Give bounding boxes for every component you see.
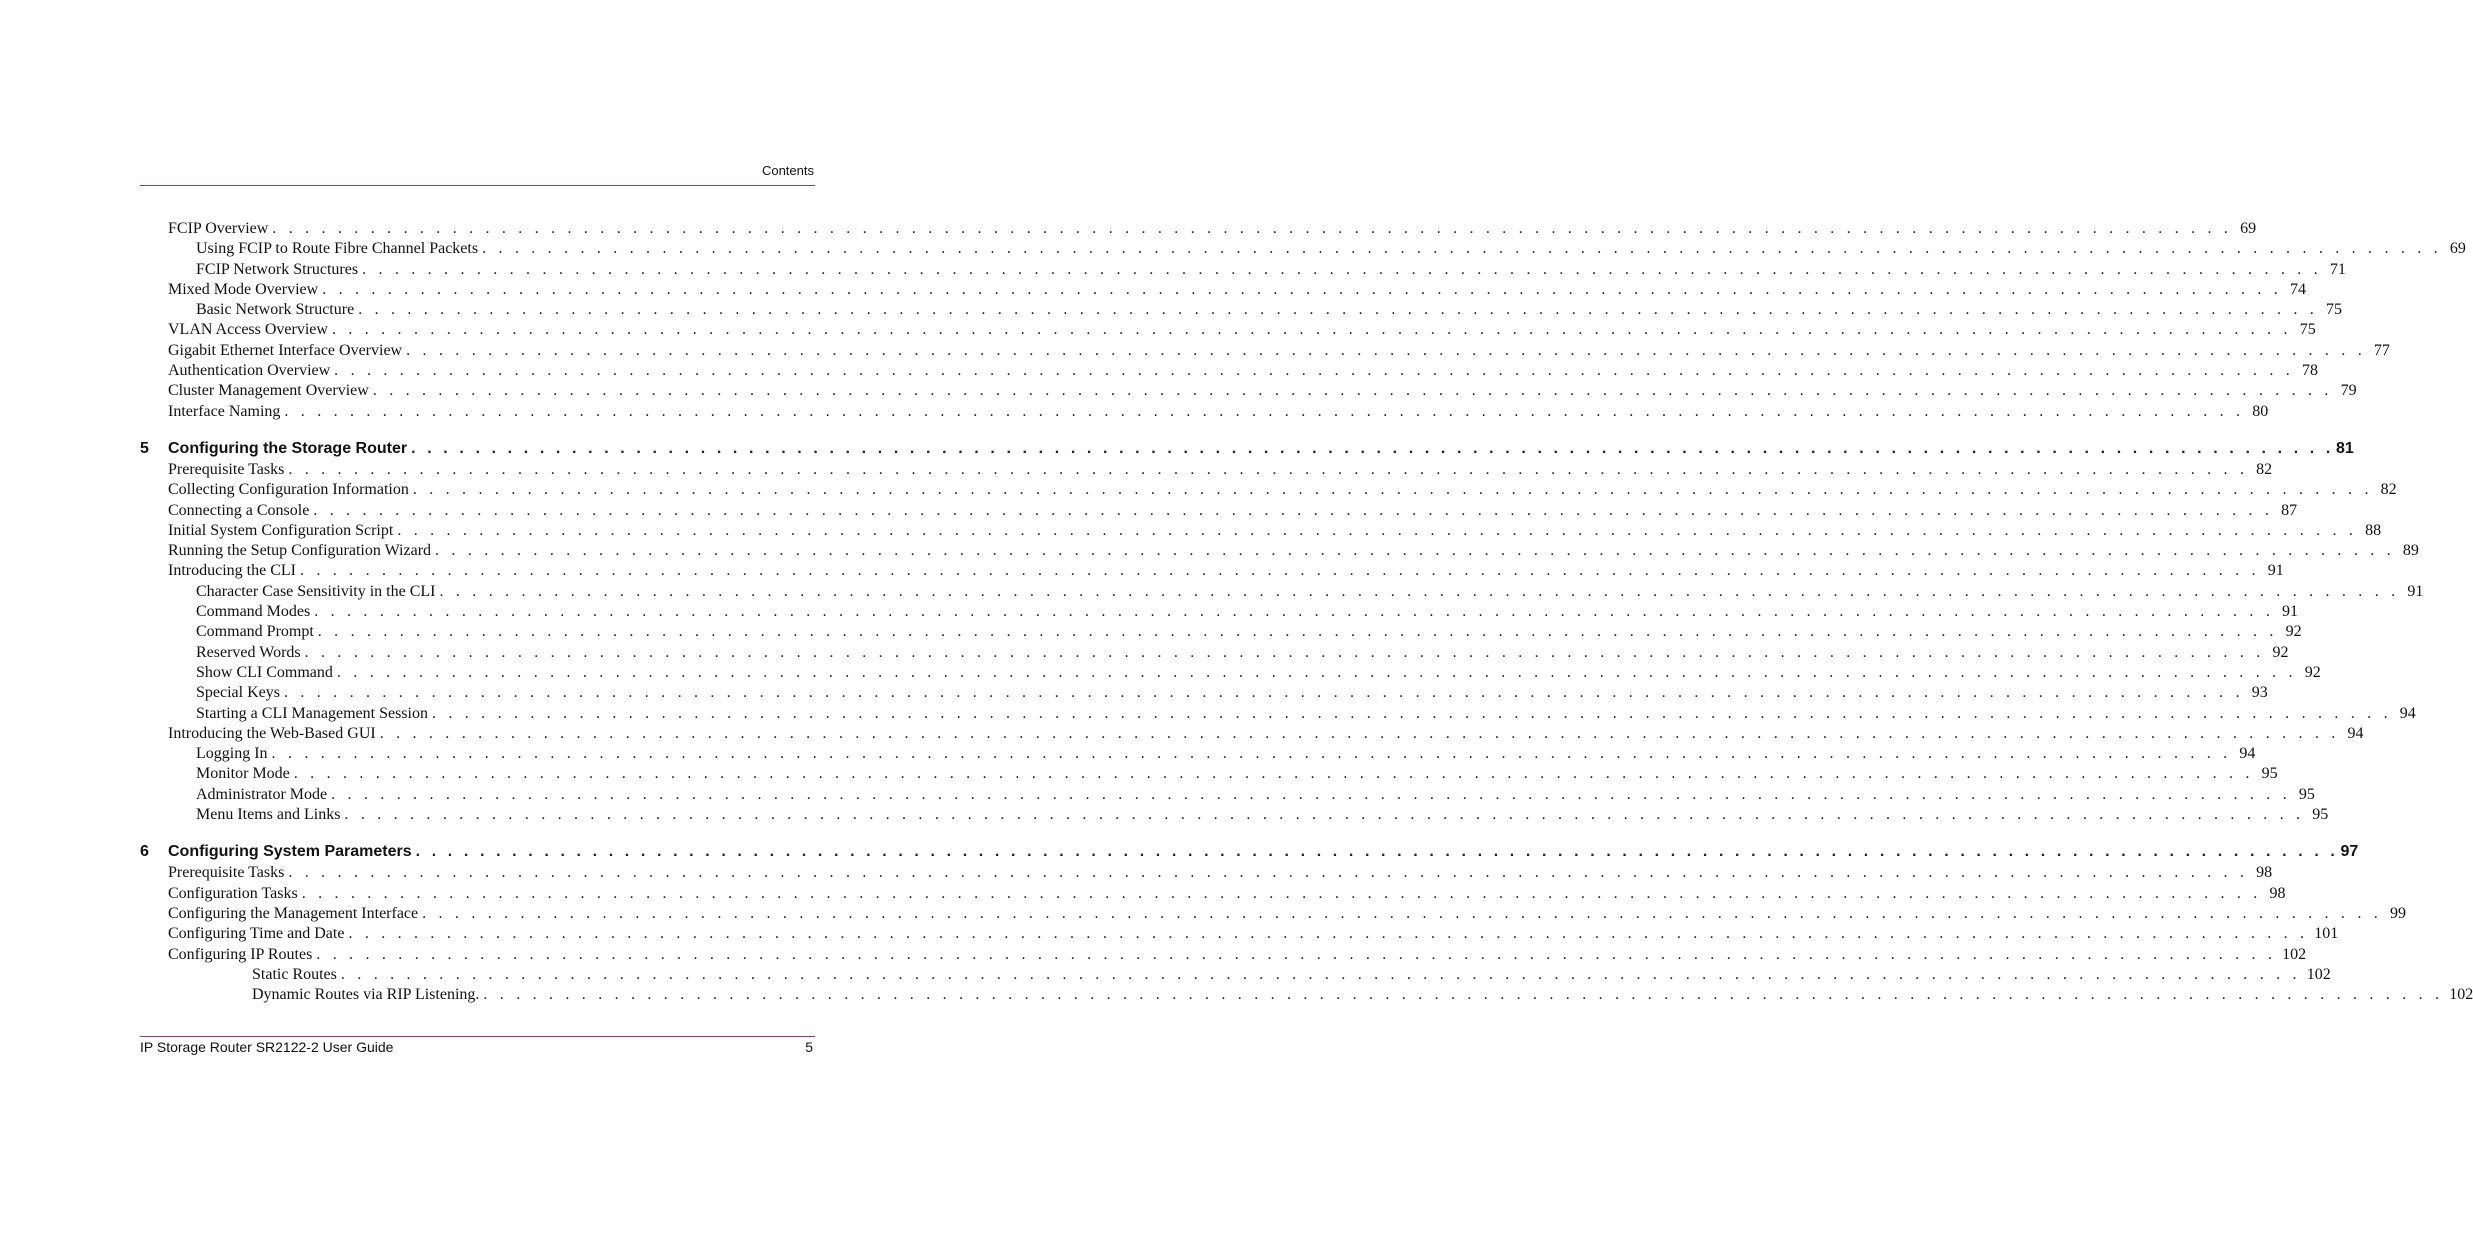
- toc-entry[interactable]: [140, 945, 2307, 965]
- toc-entry-title: FCIP Network Structures: [196, 260, 359, 278]
- dot-leader: . . . . . . . . . . . . . . . . . . . . . . . . . . . . . . . . . . . . . . . . . . . . . . . . . . . . . . . . . . . . . . . . . . . . . . . . . . . . . . . . . . . . . . . . . . . . . . . . . . . . . . . . . . . . . . . . . . . . . . . .: [358, 301, 2318, 319]
- toc-entry-title: Show CLI Command: [196, 663, 333, 681]
- footer-page-number: 5: [805, 1039, 813, 1055]
- toc-entry[interactable]: [140, 622, 2302, 642]
- toc-entry-title: Collecting Configuration Information: [168, 481, 409, 499]
- dot-leader: . . . . . . . . . . . . . . . . . . . . . . . . . . . . . . . . . . . . . . . . . . . . . . . . . . . . . . . . . . . . . . . . . . . . . . . . . . . . . . . . . . . . . . . . . . . . . . . . . . . . . . . . . . . . . . . . . . . . . . . .: [271, 745, 2232, 763]
- toc-entry-title: Configuring System Parameters: [168, 843, 412, 861]
- toc-entry-title: Dynamic Routes via RIP Listening.: [252, 986, 480, 1004]
- toc-page-number: 88: [2365, 521, 2382, 539]
- dot-leader: . . . . . . . . . . . . . . . . . . . . . . . . . . . . . . . . . . . . . . . . . . . . . . . . . . . . . . . . . . . . . . . . . . . . . . . . . . . . . . . . . . . . . . . . . . . . . . . . . . . . . . . . . . . . . . . . . . . . . . . .: [301, 884, 2262, 902]
- toc-entry[interactable]: [140, 904, 2406, 924]
- dot-leader: . . . . . . . . . . . . . . . . . . . . . . . . . . . . . . . . . . . . . . . . . . . . . . . . . . . . . . . . . . . . . . . . . . . . . . . . . . . . . . . . . . . . . . . . . . . . . . . . . . . . . . . . . . . . . . . . . . . . . . . .: [336, 663, 2297, 681]
- toc-entry-title: Configuring Time and Date: [168, 925, 345, 943]
- dot-leader: . . . . . . . . . . . . . . . . . . . . . . . . . . . . . . . . . . . . . . . . . . . . . . . . . . . . . . . . . . . . . . . . . . . . . . . . . . . . . . . . . . . . . . . . . . . . . . . . . . . . . . . . . . . . . . . . . . . . . . . .: [288, 460, 2249, 478]
- running-header: Contents: [761, 163, 814, 178]
- toc-page-number: 74: [2290, 280, 2306, 298]
- toc-entry-title: Interface Naming: [168, 402, 281, 420]
- toc-entry-title: Connecting a Console: [168, 501, 310, 519]
- toc-page-number: 92: [2272, 643, 2289, 661]
- toc-entry-title: VLAN Access Overview: [168, 321, 328, 339]
- dot-leader: . . . . . . . . . . . . . . . . . . . . . . . . . . . . . . . . . . . . . . . . . . . . . . . . . . . . . . . . . . . . . . . . . . . . . . . . . . . . . . . . . . . . . . . . . . . . . . . . . . . . . . . . . . . . . . . . . . . . . . . .: [272, 220, 2233, 237]
- toc-entry-title: Configuring the Management Interface: [168, 904, 419, 922]
- toc-entry-title: Basic Network Structure: [196, 301, 355, 319]
- chapter-number: 5: [140, 439, 149, 457]
- toc-page-number: 94: [2399, 704, 2416, 722]
- toc-entry[interactable]: [140, 460, 2273, 480]
- toc-entry[interactable]: [140, 320, 2316, 340]
- toc-entry-title: Mixed Mode Overview: [168, 280, 319, 298]
- toc-page-number: 81: [2335, 439, 2354, 457]
- dot-leader: . . . . . . . . . . . . . . . . . . . . . . . . . . . . . . . . . . . . . . . . . . . . . . . . . . . . . . . . . . . . . . . . . . . . . . . . . . . . . . . . . . . . . . . . . . . . . . . . . . . . . . . . . . . . . . . . . . . . . . . .: [284, 402, 2245, 420]
- toc-page-number: 95: [2312, 806, 2329, 824]
- toc-entry[interactable]: [140, 805, 2329, 825]
- toc-page-number: 82: [2380, 481, 2397, 499]
- dot-leader: . . . . . . . . . . . . . . . . . . . . . . . . . . . . . . . . . . . . . . . . . . . . . . . . . . . . . . . . . . . . . . . . . . . . . . . . . . . . . . . . . . . . . . . . . . . . . . . . . . . . . . . . . . . . . . . . . . . . . . . .: [313, 501, 2274, 519]
- toc-entry[interactable]: [140, 561, 2284, 581]
- toc-entry[interactable]: [140, 260, 2346, 280]
- toc-entry[interactable]: [140, 683, 2268, 703]
- toc-page-number: 92: [2285, 623, 2302, 641]
- toc-entry[interactable]: [140, 744, 2256, 764]
- toc-entry[interactable]: [140, 785, 2315, 805]
- toc-page-number: 93: [2251, 684, 2268, 702]
- toc-entry-title: Logging In: [196, 745, 268, 763]
- dot-leader: . . . . . . . . . . . . . . . . . . . . . . . . . . . . . . . . . . . . . . . . . . . . . . . . . . . . . . . . . . . . . . . . . . . . . . . . . . . . . . . . . . . . . . . . . . . . . . . . . . . . . . . . . . . . . . . . . . . . . . . .: [411, 439, 2334, 457]
- dot-leader: . . . . . . . . . . . . . . . . . . . . . . . . . . . . . . . . . . . . . . . . . . . . . . . . . . . . . . . . . . . . . . . . . . . . . . . . . . . . . . . . . . . . . . . . . . . . . . . . . . . . . . . . . . . . . . . . . . . . . . . .: [317, 623, 2278, 641]
- dot-leader: . . . . . . . . . . . . . . . . . . . . . . . . . . . . . . . . . . . . . . . . . . . . . . . . . . . . . . . . . . . . . . . . . . . . . . . . . . . . . . . . . . . . . . . . . . . . . . . . . . . . . . . . . . . . . . . . . . . . . . . .: [316, 945, 2277, 963]
- toc-page-number: 77: [2373, 341, 2390, 359]
- dot-leader: . . . . . . . . . . . . . . . . . . . . . . . . . . . . . . . . . . . . . . . . . . . . . . . . . . . . . . . . . . . . . . . . . . . . . . . . . . . . . . . . . . . . . . . . . . . . . . . . . . . . . . . . . . . . . . . . . . . . . . . .: [293, 765, 2254, 783]
- toc-entry[interactable]: [140, 239, 2466, 259]
- toc-chapter-entry[interactable]: [140, 438, 2354, 460]
- toc-entry-title: Cluster Management Overview: [168, 382, 369, 400]
- dot-leader: . . . . . . . . . . . . . . . . . . . . . . . . . . . . . . . . . . . . . . . . . . . . . . . . . . . . . . . . . . . . . . . . . . . . . . . . . . . . . . . . . . . . . . . . . . . . . . . . . . . . . . . . . . . . . . . . . . . . . . . .: [379, 724, 2340, 742]
- toc-entry-title: Introducing the Web-Based GUI: [168, 724, 376, 742]
- toc-page-number: 69: [2240, 220, 2257, 237]
- dot-leader: . . . . . . . . . . . . . . . . . . . . . . . . . . . . . . . . . . . . . . . . . . . . . . . . . . . . . . . . . . . . . . . . . . . . . . . . . . . . . . . . . . . . . . . . . . . . . . . . . . . . . . . . . . . . . . . . . . . . . . . .: [431, 704, 2392, 722]
- toc-entry-title: Character Case Sensitivity in the CLI: [196, 582, 436, 600]
- dot-leader: . . . . . . . . . . . . . . . . . . . . . . . . . . . . . . . . . . . . . . . . . . . . . . . . . . . . . . . . . . . . . . . . . . . . . . . . . . . . . . . . . . . . . . . . . . . . . . . . . . . . . . . . . . . . . . . . . . . . . . . .: [304, 643, 2265, 661]
- toc-page-number: 91: [2282, 603, 2299, 621]
- toc-page-number: 95: [2261, 765, 2278, 783]
- toc-page-number: 94: [2239, 745, 2256, 763]
- dot-leader: . . . . . . . . . . . . . . . . . . . . . . . . . . . . . . . . . . . . . . . . . . . . . . . . . . . . . . . . . . . . . . . . . . . . . . . . . . . . . . . . . . . . . . . . . . . . . . . . . . . . . . . . . . . . . . . . . . . . . . . .: [331, 785, 2291, 803]
- dot-leader: . . . . . . . . . . . . . . . . . . . . . . . . . . . . . . . . . . . . . . . . . . . . . . . . . . . . . . . . . . . . . . . . . . . . . . . . . . . . . . . . . . . . . . . . . . . . . . . . . . . . . . . . . . . . . . . . . . . . . . . .: [283, 684, 2244, 702]
- dot-leader: . . . . . . . . . . . . . . . . . . . . . . . . . . . . . . . . . . . . . . . . . . . . . . . . . . . . . . . . . . . . . . . . . . . . . . . . . . . . . . . . . . . . . . . . . . . . . . . . . . . . . . . . . . . . . . . . . . . . . . . .: [406, 341, 2366, 359]
- toc-page-number: 101: [2314, 925, 2339, 943]
- dot-leader: . . . . . . . . . . . . . . . . . . . . . . . . . . . . . . . . . . . . . . . . . . . . . . . . . . . . . . . . . . . . . . . . . . . . . . . . . . . . . . . . . . . . . . . . . . . . . . . . . . . . . . . . . . . . . . . . . . . . . . . .: [344, 806, 2305, 824]
- toc-entry-title: Administrator Mode: [196, 785, 328, 803]
- toc-page-number: 95: [2298, 785, 2315, 803]
- toc-page-number: 97: [2340, 843, 2359, 861]
- toc-page-number: 89: [2402, 542, 2419, 560]
- toc-entry[interactable]: [140, 541, 2419, 561]
- dot-leader: . . . . . . . . . . . . . . . . . . . . . . . . . . . . . . . . . . . . . . . . . . . . . . . . . . . . . . . . . . . . . . . . . . . . . . . . . . . . . . . . . . . . . . . . . . . . . . . . . . . . . . . . . . . . . . . . . . . . . . . .: [397, 521, 2358, 539]
- chapter-number: 6: [140, 843, 149, 861]
- toc-page-number: 91: [2267, 562, 2284, 580]
- dot-leader: . . . . . . . . . . . . . . . . . . . . . . . . . . . . . . . . . . . . . . . . . . . . . . . . . . . . . . . . . . . . . . . . . . . . . . . . . . . . . . . . . . . . . . . . . . . . . . . . . . . . . . . . . . . . . . . . . . . . . . . .: [412, 481, 2373, 499]
- dot-leader: . . . . . . . . . . . . . . . . . . . . . . . . . . . . . . . . . . . . . . . . . . . . . . . . . . . . . . . . . . . . . . . . . . . . . . . . . . . . . . . . . . . . . . . . . . . . . . . . . . . . . . . . . . . . . . . . . . . . . . . .: [483, 986, 2444, 1004]
- toc-entry[interactable]: [140, 582, 2424, 602]
- dot-leader: . . . . . . . . . . . . . . . . . . . . . . . . . . . . . . . . . . . . . . . . . . . . . . . . . . . . . . . . . . . . . . . . . . . . . . . . . . . . . . . . . . . . . . . . . . . . . . . . . . . . . . . . . . . . . . . . . . . . . . . .: [372, 382, 2333, 400]
- dot-leader: . . . . . . . . . . . . . . . . . . . . . . . . . . . . . . . . . . . . . . . . . . . . . . . . . . . . . . . . . . . . . . . . . . . . . . . . . . . . . . . . . . . . . . . . . . . . . . . . . . . . . . . . . . . . . . . . . . . . . . . .: [362, 260, 2322, 278]
- toc-entry-title: Running the Setup Configuration Wizard: [168, 542, 432, 560]
- dot-leader: . . . . . . . . . . . . . . . . . . . . . . . . . . . . . . . . . . . . . . . . . . . . . . . . . . . . . . . . . . . . . . . . . . . . . . . . . . . . . . . . . . . . . . . . . . . . . . . . . . . . . . . . . . . . . . . . . . . . . . . .: [439, 582, 2400, 600]
- toc-page-number: 102: [2306, 965, 2331, 983]
- header-rule: [140, 185, 815, 186]
- toc-entry-title: FCIP Overview: [168, 220, 269, 237]
- toc-entry-title: Command Prompt: [196, 623, 314, 641]
- toc-entry[interactable]: [140, 381, 2357, 401]
- footer-rule: [140, 1036, 815, 1037]
- dot-leader: . . . . . . . . . . . . . . . . . . . . . . . . . . . . . . . . . . . . . . . . . . . . . . . . . . . . . . . . . . . . . . . . . . . . . . . . . . . . . . . . . . . . . . . . . . . . . . . . . . . . . . . . . . . . . . . . . . . . . . . .: [331, 321, 2292, 339]
- toc-entry-title: Prerequisite Tasks: [168, 460, 285, 478]
- toc-entry-title: Reserved Words: [196, 643, 301, 661]
- toc-entry-title: Configuring IP Routes: [168, 945, 313, 963]
- table-of-contents: [140, 219, 2473, 1005]
- toc-entry[interactable]: [140, 521, 2382, 541]
- toc-entry[interactable]: [140, 219, 2257, 239]
- toc-page-number: 75: [2299, 321, 2316, 339]
- toc-entry-title: Using FCIP to Route Fibre Channel Packets: [196, 240, 479, 258]
- toc-entry[interactable]: [140, 402, 2269, 422]
- toc-page-number: 98: [2256, 864, 2273, 882]
- toc-page-number: 75: [2326, 301, 2342, 319]
- toc-page-number: 92: [2304, 663, 2321, 681]
- toc-entry[interactable]: [140, 643, 2289, 663]
- dot-leader: . . . . . . . . . . . . . . . . . . . . . . . . . . . . . . . . . . . . . . . . . . . . . . . . . . . . . . . . . . . . . . . . . . . . . . . . . . . . . . . . . . . . . . . . . . . . . . . . . . . . . . . . . . . . . . . . . . . . . . . .: [314, 603, 2275, 621]
- toc-entry[interactable]: [140, 480, 2397, 500]
- toc-entry-title: Introducing the CLI: [168, 562, 296, 580]
- dot-leader: . . . . . . . . . . . . . . . . . . . . . . . . . . . . . . . . . . . . . . . . . . . . . . . . . . . . . . . . . . . . . . . . . . . . . . . . . . . . . . . . . . . . . . . . . . . . . . . . . . . . . . . . . . . . . . . . . . . . . . . .: [422, 904, 2382, 922]
- toc-entry-title: Menu Items and Links: [196, 806, 341, 824]
- dot-leader: . . . . . . . . . . . . . . . . . . . . . . . . . . . . . . . . . . . . . . . . . . . . . . . . . . . . . . . . . . . . . . . . . . . . . . . . . . . . . . . . . . . . . . . . . . . . . . . . . . . . . . . . . . . . . . . . . . . . . . . .: [482, 240, 2442, 258]
- toc-entry-title: Prerequisite Tasks: [168, 864, 285, 882]
- toc-entry[interactable]: [140, 965, 2331, 985]
- toc-entry[interactable]: [140, 704, 2416, 724]
- toc-entry-title: Configuring the Storage Router: [168, 439, 408, 457]
- dot-leader: . . . . . . . . . . . . . . . . . . . . . . . . . . . . . . . . . . . . . . . . . . . . . . . . . . . . . . . . . . . . . . . . . . . . . . . . . . . . . . . . . . . . . . . . . . . . . . . . . . . . . . . . . . . . . . . . . . . . . . . .: [299, 562, 2260, 580]
- toc-page-number: 79: [2340, 382, 2357, 400]
- toc-page-number: 80: [2252, 402, 2269, 420]
- toc-page-number: 82: [2256, 460, 2273, 478]
- toc-entry[interactable]: [140, 724, 2364, 744]
- dot-leader: . . . . . . . . . . . . . . . . . . . . . . . . . . . . . . . . . . . . . . . . . . . . . . . . . . . . . . . . . . . . . . . . . . . . . . . . . . . . . . . . . . . . . . . . . . . . . . . . . . . . . . . . . . . . . . . . . . . . . . . .: [435, 542, 2395, 560]
- toc-entry[interactable]: [140, 884, 2286, 904]
- toc-page-number: 98: [2269, 884, 2286, 902]
- toc-page-number: 71: [2329, 260, 2346, 278]
- toc-entry-title: Special Keys: [196, 684, 280, 702]
- toc-page-number: 99: [2389, 904, 2406, 922]
- toc-page-number: 102: [2282, 945, 2307, 963]
- toc-entry[interactable]: [140, 602, 2299, 622]
- dot-leader: . . . . . . . . . . . . . . . . . . . . . . . . . . . . . . . . . . . . . . . . . . . . . . . . . . . . . . . . . . . . . . . . . . . . . . . . . . . . . . . . . . . . . . . . . . . . . . . . . . . . . . . . . . . . . . . . . . . . . . . .: [348, 925, 2309, 943]
- toc-page-number: 78: [2301, 362, 2318, 380]
- dot-leader: . . . . . . . . . . . . . . . . . . . . . . . . . . . . . . . . . . . . . . . . . . . . . . . . . . . . . . . . . . . . . . . . . . . . . . . . . . . . . . . . . . . . . . . . . . . . . . . . . . . . . . . . . . . . . . . . . . . . . . . .: [288, 864, 2249, 882]
- dot-leader: . . . . . . . . . . . . . . . . . . . . . . . . . . . . . . . . . . . . . . . . . . . . . . . . . . . . . . . . . . . . . . . . . . . . . . . . . . . . . . . . . . . . . . . . . . . . . . . . . . . . . . . . . . . . . . . . . . . . . . . .: [322, 280, 2282, 298]
- footer-title: IP Storage Router SR2122-2 User Guide: [140, 1039, 394, 1055]
- toc-entry[interactable]: [140, 300, 2342, 320]
- toc-entry[interactable]: [140, 501, 2298, 521]
- toc-page-number: 102: [2449, 986, 2473, 1004]
- toc-entry-title: Command Modes: [196, 603, 311, 621]
- toc-page-number: 69: [2449, 240, 2466, 258]
- toc-entry[interactable]: [140, 924, 2339, 944]
- dot-leader: . . . . . . . . . . . . . . . . . . . . . . . . . . . . . . . . . . . . . . . . . . . . . . . . . . . . . . . . . . . . . . . . . . . . . . . . . . . . . . . . . . . . . . . . . . . . . . . . . . . . . . . . . . . . . . . . . . . . . . . .: [340, 965, 2301, 983]
- toc-entry[interactable]: [140, 341, 2390, 361]
- toc-entry-title: Static Routes: [252, 965, 337, 983]
- dot-leader: . . . . . . . . . . . . . . . . . . . . . . . . . . . . . . . . . . . . . . . . . . . . . . . . . . . . . . . . . . . . . . . . . . . . . . . . . . . . . . . . . . . . . . . . . . . . . . . . . . . . . . . . . . . . . . . . . . . . . . . .: [334, 362, 2294, 380]
- toc-entry[interactable]: [140, 985, 2473, 1005]
- toc-entry-title: Configuration Tasks: [168, 884, 298, 902]
- toc-entry-title: Authentication Overview: [168, 362, 331, 380]
- toc-entry[interactable]: [140, 280, 2306, 300]
- toc-entry[interactable]: [140, 663, 2321, 683]
- toc-entry[interactable]: [140, 863, 2273, 883]
- dot-leader: . . . . . . . . . . . . . . . . . . . . . . . . . . . . . . . . . . . . . . . . . . . . . . . . . . . . . . . . . . . . . . . . . . . . . . . . . . . . . . . . . . . . . . . . . . . . . . . . . . . . . . . . . . . . . . . . . . . . . . . .: [415, 843, 2339, 861]
- toc-entry-title: Starting a CLI Management Session: [196, 704, 428, 722]
- toc-chapter-entry[interactable]: [140, 841, 2359, 863]
- toc-page-number: 91: [2407, 582, 2424, 600]
- toc-entry-title: Initial System Configuration Script: [168, 521, 394, 539]
- toc-entry[interactable]: [140, 361, 2318, 381]
- toc-entry[interactable]: [140, 764, 2278, 784]
- toc-page-number: 87: [2281, 501, 2298, 519]
- toc-entry-title: Monitor Mode: [196, 765, 290, 783]
- toc-entry-title: Gigabit Ethernet Interface Overview: [168, 341, 403, 359]
- toc-page-number: 94: [2347, 724, 2364, 742]
